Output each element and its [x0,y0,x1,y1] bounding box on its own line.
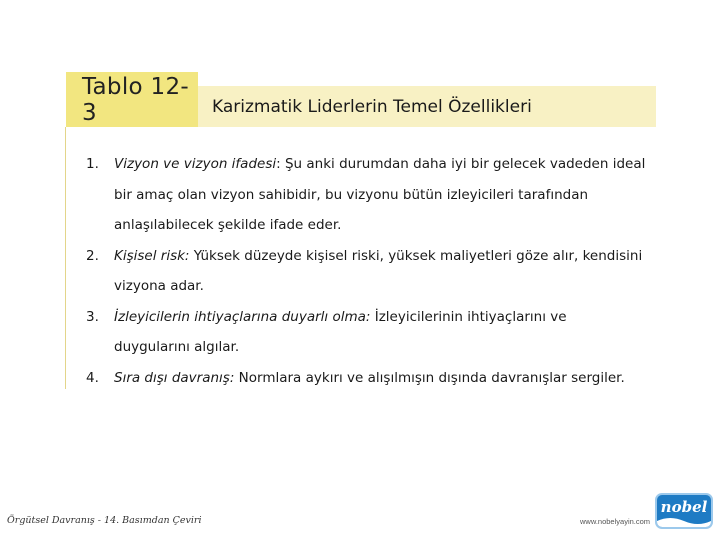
item-text: İzleyicilerinin ihtiyaçlarını ve duygularını algılar. [114,308,567,355]
list-item [86,149,646,241]
item-term: Vizyon ve vizyon ifadesi [114,156,277,172]
item-text: Normlara aykırı ve alışılmışın dışında davranışlar sergiler. [234,369,625,386]
item-number: 2. [86,247,99,264]
item-text: Yüksek düzeyde kişisel riski, yüksek maliyetleri göze alır, kendisini vizyona adar. [114,247,643,294]
publisher-url[interactable]: www.nobelyayin.com [580,517,651,526]
characteristics-list [86,149,646,393]
item-text: Şu anki durumdan daha iyi bir gelecek vadeden ideal bir amaç olan vizyon sahibidir, bu vizyonu bütün izleyicileri tarafından anlaşılabilecek şekilde ifade eder. [114,156,646,233]
item-number: 1. [86,156,99,172]
nobel-logo [655,493,713,529]
table-number-tab: Tablo 12-3 [66,72,198,127]
item-term: Kişisel risk: [114,247,190,264]
list-item [86,241,646,302]
list-item [86,302,646,363]
left-divider [65,127,66,389]
item-separator: : [276,156,281,172]
item-number: 3. [86,308,99,325]
table-title: Karizmatik Liderlerin Temel Özellikleri [198,86,656,127]
logo-wave-icon [657,515,711,527]
item-term: İzleyicilerin ihtiyaçlarına duyarlı olma: [114,308,371,325]
book-title: Örgütsel Davranış - 14. Basımdan Çeviri [7,515,202,526]
logo-text: nobel [660,498,708,516]
item-number: 4. [86,369,99,386]
item-term: Sıra dışı davranış: [114,369,235,386]
list-item [86,363,646,394]
